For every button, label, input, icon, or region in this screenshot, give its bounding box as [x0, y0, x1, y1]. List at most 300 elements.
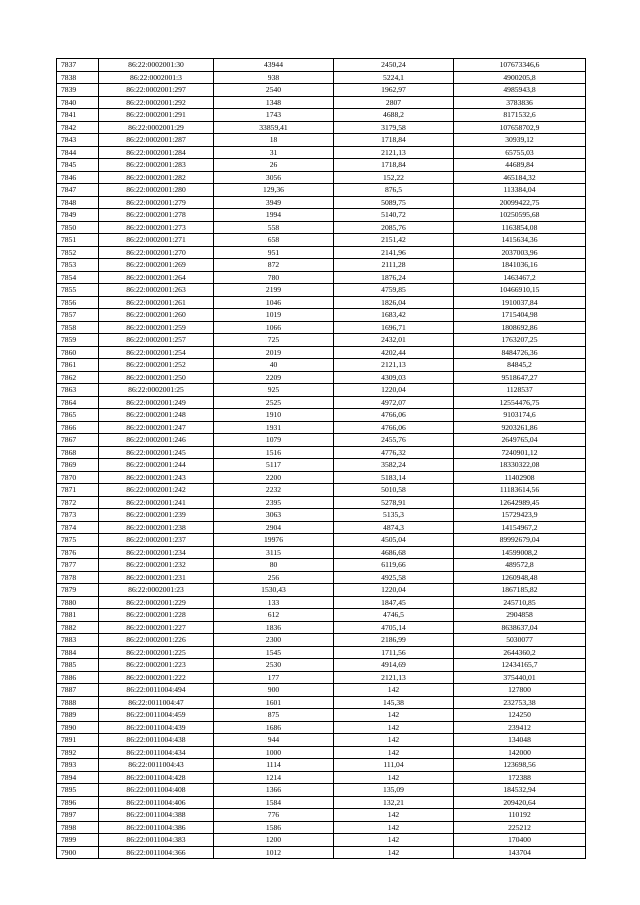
row-number-cell: 7837	[57, 59, 99, 72]
cadastral-number-cell: 86:22:0002001:231	[99, 571, 214, 584]
row-number-cell: 7866	[57, 421, 99, 434]
cadastral-number-cell: 86:22:0002001:228	[99, 609, 214, 622]
row-number-cell: 7843	[57, 134, 99, 147]
area-cell: 177	[214, 671, 334, 684]
table-row	[57, 421, 586, 434]
cadastral-value-cell: 107673346,6	[454, 59, 586, 72]
table-row	[57, 671, 586, 684]
area-cell: 612	[214, 609, 334, 622]
specific-value-cell: 1696,71	[334, 321, 454, 334]
cadastral-number-cell: 86:22:0002001:264	[99, 271, 214, 284]
area-cell: 43944	[214, 59, 334, 72]
row-number-cell: 7893	[57, 759, 99, 772]
specific-value-cell: 4688,2	[334, 109, 454, 122]
cadastral-number-cell: 86:22:0002001:241	[99, 496, 214, 509]
specific-value-cell: 5224,1	[334, 71, 454, 84]
specific-value-cell: 876,5	[334, 184, 454, 197]
cadastral-value-cell: 107658702,9	[454, 121, 586, 134]
row-number-cell: 7873	[57, 509, 99, 522]
table-row	[57, 59, 586, 72]
cadastral-number-cell: 86:22:0002001:270	[99, 246, 214, 259]
specific-value-cell: 2085,76	[334, 221, 454, 234]
cadastral-number-cell: 86:22:0002001:261	[99, 296, 214, 309]
cadastral-number-cell: 86:22:0002001:238	[99, 521, 214, 534]
area-cell: 1366	[214, 784, 334, 797]
cadastral-number-cell: 86:22:0011004:428	[99, 771, 214, 784]
cadastral-value-cell: 9103174,6	[454, 409, 586, 422]
table-row	[57, 746, 586, 759]
specific-value-cell: 111,04	[334, 759, 454, 772]
specific-value-cell: 135,09	[334, 784, 454, 797]
area-cell: 5117	[214, 459, 334, 472]
row-number-cell: 7863	[57, 384, 99, 397]
specific-value-cell: 142	[334, 746, 454, 759]
area-cell: 33859,41	[214, 121, 334, 134]
cadastral-number-cell: 86:22:0011004:406	[99, 796, 214, 809]
specific-value-cell: 6119,66	[334, 559, 454, 572]
cadastral-value-cell: 12554476,75	[454, 396, 586, 409]
table-row	[57, 684, 586, 697]
cadastral-number-cell: 86:22:0011004:459	[99, 709, 214, 722]
table-row	[57, 409, 586, 422]
cadastral-number-cell: 86:22:0002001:249	[99, 396, 214, 409]
area-cell: 26	[214, 159, 334, 172]
specific-value-cell: 5135,3	[334, 509, 454, 522]
specific-value-cell: 4746,5	[334, 609, 454, 622]
specific-value-cell: 4874,3	[334, 521, 454, 534]
row-number-cell: 7877	[57, 559, 99, 572]
row-number-cell: 7853	[57, 259, 99, 272]
specific-value-cell: 1220,04	[334, 384, 454, 397]
row-number-cell: 7845	[57, 159, 99, 172]
table-row	[57, 646, 586, 659]
specific-value-cell: 2455,76	[334, 434, 454, 447]
cadastral-number-cell: 86:22:0002001:287	[99, 134, 214, 147]
specific-value-cell: 4705,14	[334, 621, 454, 634]
area-cell: 2395	[214, 496, 334, 509]
table-row	[57, 96, 586, 109]
table-row	[57, 446, 586, 459]
area-cell: 951	[214, 246, 334, 259]
cadastral-value-cell: 1463467,2	[454, 271, 586, 284]
area-cell: 3949	[214, 196, 334, 209]
row-number-cell: 7897	[57, 809, 99, 822]
cadastral-value-cell: 1715404,98	[454, 309, 586, 322]
cadastral-value-cell: 1415634,36	[454, 234, 586, 247]
row-number-cell: 7868	[57, 446, 99, 459]
table-row	[57, 346, 586, 359]
area-cell: 1743	[214, 109, 334, 122]
cadastral-number-cell: 86:22:0002001:260	[99, 309, 214, 322]
specific-value-cell: 5278,91	[334, 496, 454, 509]
row-number-cell: 7838	[57, 71, 99, 84]
cadastral-value-cell: 489572,8	[454, 559, 586, 572]
area-cell: 1910	[214, 409, 334, 422]
row-number-cell: 7883	[57, 634, 99, 647]
row-number-cell: 7879	[57, 584, 99, 597]
row-number-cell: 7889	[57, 709, 99, 722]
row-number-cell: 7884	[57, 646, 99, 659]
table-row	[57, 496, 586, 509]
table-row	[57, 771, 586, 784]
cadastral-number-cell: 86:22:0002001:252	[99, 359, 214, 372]
area-cell: 256	[214, 571, 334, 584]
specific-value-cell: 4776,32	[334, 446, 454, 459]
table-row	[57, 246, 586, 259]
row-number-cell: 7862	[57, 371, 99, 384]
area-cell: 129,36	[214, 184, 334, 197]
area-cell: 1000	[214, 746, 334, 759]
cadastral-number-cell: 86:22:0011004:47	[99, 696, 214, 709]
row-number-cell: 7854	[57, 271, 99, 284]
specific-value-cell: 142	[334, 734, 454, 747]
specific-value-cell: 152,22	[334, 171, 454, 184]
area-cell: 19976	[214, 534, 334, 547]
specific-value-cell: 4766,06	[334, 409, 454, 422]
row-number-cell: 7888	[57, 696, 99, 709]
area-cell: 80	[214, 559, 334, 572]
cadastral-number-cell: 86:22:0002001:297	[99, 84, 214, 97]
cadastral-number-cell: 86:22:0002001:23	[99, 584, 214, 597]
cadastral-value-cell: 84845,2	[454, 359, 586, 372]
table-row	[57, 71, 586, 84]
cadastral-number-cell: 86:22:0002001:247	[99, 421, 214, 434]
area-cell: 1584	[214, 796, 334, 809]
cadastral-number-cell: 86:22:0002001:248	[99, 409, 214, 422]
cadastral-number-cell: 86:22:0002001:263	[99, 284, 214, 297]
row-number-cell: 7870	[57, 471, 99, 484]
table-row	[57, 84, 586, 97]
cadastral-value-cell: 3783836	[454, 96, 586, 109]
specific-value-cell: 4759,85	[334, 284, 454, 297]
cadastral-number-cell: 86:22:0011004:434	[99, 746, 214, 759]
specific-value-cell: 1962,97	[334, 84, 454, 97]
area-cell: 2199	[214, 284, 334, 297]
cadastral-value-cell: 8171532,6	[454, 109, 586, 122]
area-cell: 31	[214, 146, 334, 159]
area-cell: 1066	[214, 321, 334, 334]
table-row	[57, 271, 586, 284]
specific-value-cell: 5089,75	[334, 196, 454, 209]
table-row	[57, 296, 586, 309]
cadastral-number-cell: 86:22:0002001:282	[99, 171, 214, 184]
cadastral-value-cell: 134048	[454, 734, 586, 747]
table-row	[57, 659, 586, 672]
specific-value-cell: 4202,44	[334, 346, 454, 359]
specific-value-cell: 2121,13	[334, 146, 454, 159]
cadastral-value-cell: 1163854,08	[454, 221, 586, 234]
specific-value-cell: 1718,84	[334, 134, 454, 147]
cadastral-number-cell: 86:22:0002001:232	[99, 559, 214, 572]
cadastral-value-cell: 8484726,36	[454, 346, 586, 359]
specific-value-cell: 2151,42	[334, 234, 454, 247]
row-number-cell: 7844	[57, 146, 99, 159]
area-cell: 1012	[214, 846, 334, 859]
specific-value-cell: 1847,45	[334, 596, 454, 609]
cadastral-value-cell: 8638637,04	[454, 621, 586, 634]
table-row	[57, 109, 586, 122]
row-number-cell: 7849	[57, 209, 99, 222]
row-number-cell: 7860	[57, 346, 99, 359]
specific-value-cell: 3179,58	[334, 121, 454, 134]
table-row	[57, 484, 586, 497]
row-number-cell: 7892	[57, 746, 99, 759]
area-cell: 133	[214, 596, 334, 609]
specific-value-cell: 142	[334, 809, 454, 822]
cadastral-number-cell: 86:22:0002001:244	[99, 459, 214, 472]
area-cell: 1200	[214, 834, 334, 847]
cadastral-value-cell: 20099422,75	[454, 196, 586, 209]
area-cell: 944	[214, 734, 334, 747]
table-row	[57, 171, 586, 184]
specific-value-cell: 1826,04	[334, 296, 454, 309]
specific-value-cell: 4309,03	[334, 371, 454, 384]
row-number-cell: 7899	[57, 834, 99, 847]
table-row	[57, 821, 586, 834]
row-number-cell: 7842	[57, 121, 99, 134]
area-cell: 1079	[214, 434, 334, 447]
row-number-cell: 7840	[57, 96, 99, 109]
cadastral-value-cell: 124250	[454, 709, 586, 722]
specific-value-cell: 142	[334, 771, 454, 784]
table-row	[57, 196, 586, 209]
cadastral-value-cell: 14599008,2	[454, 546, 586, 559]
cadastral-value-cell: 110192	[454, 809, 586, 822]
cadastral-value-cell: 245710,85	[454, 596, 586, 609]
row-number-cell: 7876	[57, 546, 99, 559]
cadastral-number-cell: 86:22:0011004:438	[99, 734, 214, 747]
cadastral-value-cell: 11402908	[454, 471, 586, 484]
cadastral-value-cell: 10250595,68	[454, 209, 586, 222]
table-row	[57, 309, 586, 322]
table-row	[57, 634, 586, 647]
specific-value-cell: 4925,58	[334, 571, 454, 584]
specific-value-cell: 142	[334, 709, 454, 722]
area-cell: 1931	[214, 421, 334, 434]
row-number-cell: 7859	[57, 334, 99, 347]
area-cell: 2904	[214, 521, 334, 534]
cadastral-value-cell: 465184,32	[454, 171, 586, 184]
row-number-cell: 7850	[57, 221, 99, 234]
cadastral-value-cell: 44689,84	[454, 159, 586, 172]
cadastral-value-cell: 18330322,08	[454, 459, 586, 472]
row-number-cell: 7867	[57, 434, 99, 447]
cadastral-value-cell: 65755,03	[454, 146, 586, 159]
cadastral-number-cell: 86:22:0002001:257	[99, 334, 214, 347]
table-row	[57, 784, 586, 797]
specific-value-cell: 1220,04	[334, 584, 454, 597]
area-cell: 3063	[214, 509, 334, 522]
specific-value-cell: 132,21	[334, 796, 454, 809]
specific-value-cell: 4766,06	[334, 421, 454, 434]
table-row	[57, 334, 586, 347]
table-row	[57, 796, 586, 809]
cadastral-value-cell: 184532,94	[454, 784, 586, 797]
cadastral-value-cell: 1128537	[454, 384, 586, 397]
cadastral-value-cell: 172388	[454, 771, 586, 784]
specific-value-cell: 142	[334, 846, 454, 859]
area-cell: 900	[214, 684, 334, 697]
cadastral-number-cell: 86:22:0002001:234	[99, 546, 214, 559]
row-number-cell: 7855	[57, 284, 99, 297]
cadastral-number-cell: 86:22:0002001:237	[99, 534, 214, 547]
cadastral-number-cell: 86:22:0002001:269	[99, 259, 214, 272]
row-number-cell: 7878	[57, 571, 99, 584]
table-row	[57, 384, 586, 397]
area-cell: 725	[214, 334, 334, 347]
cadastral-number-cell: 86:22:0002001:227	[99, 621, 214, 634]
row-number-cell: 7886	[57, 671, 99, 684]
cadastral-value-cell: 232753,38	[454, 696, 586, 709]
table-row	[57, 621, 586, 634]
table-row	[57, 734, 586, 747]
cadastral-value-table	[56, 58, 586, 859]
cadastral-value-cell: 1867185,82	[454, 584, 586, 597]
cadastral-value-cell: 10466910,15	[454, 284, 586, 297]
specific-value-cell: 1876,24	[334, 271, 454, 284]
cadastral-value-cell: 225212	[454, 821, 586, 834]
area-cell: 2200	[214, 471, 334, 484]
table-row	[57, 509, 586, 522]
table-body	[57, 59, 586, 859]
area-cell: 925	[214, 384, 334, 397]
row-number-cell: 7851	[57, 234, 99, 247]
table-row	[57, 846, 586, 859]
row-number-cell: 7882	[57, 621, 99, 634]
specific-value-cell: 2121,13	[334, 671, 454, 684]
cadastral-number-cell: 86:22:0002001:271	[99, 234, 214, 247]
cadastral-number-cell: 86:22:0011004:388	[99, 809, 214, 822]
area-cell: 1836	[214, 621, 334, 634]
row-number-cell: 7864	[57, 396, 99, 409]
specific-value-cell: 4505,04	[334, 534, 454, 547]
cadastral-number-cell: 86:22:0002001:229	[99, 596, 214, 609]
cadastral-value-cell: 12642989,45	[454, 496, 586, 509]
cadastral-number-cell: 86:22:0002001:226	[99, 634, 214, 647]
table-row	[57, 134, 586, 147]
cadastral-value-cell: 4985943,8	[454, 84, 586, 97]
table-row	[57, 146, 586, 159]
cadastral-number-cell: 86:22:0002001:280	[99, 184, 214, 197]
row-number-cell: 7887	[57, 684, 99, 697]
cadastral-number-cell: 86:22:0002001:3	[99, 71, 214, 84]
cadastral-number-cell: 86:22:0002001:254	[99, 346, 214, 359]
cadastral-value-cell: 1841036,16	[454, 259, 586, 272]
cadastral-number-cell: 86:22:0002001:223	[99, 659, 214, 672]
area-cell: 2530	[214, 659, 334, 672]
specific-value-cell: 5010,58	[334, 484, 454, 497]
cadastral-number-cell: 86:22:0002001:250	[99, 371, 214, 384]
specific-value-cell: 4686,68	[334, 546, 454, 559]
row-number-cell: 7880	[57, 596, 99, 609]
specific-value-cell: 1711,56	[334, 646, 454, 659]
row-number-cell: 7846	[57, 171, 99, 184]
cadastral-number-cell: 86:22:0002001:222	[99, 671, 214, 684]
table-row	[57, 159, 586, 172]
cadastral-value-cell: 30939,12	[454, 134, 586, 147]
specific-value-cell: 142	[334, 821, 454, 834]
table-row	[57, 521, 586, 534]
area-cell: 2232	[214, 484, 334, 497]
cadastral-value-cell: 1910037,84	[454, 296, 586, 309]
cadastral-value-cell: 170400	[454, 834, 586, 847]
cadastral-value-cell: 239412	[454, 721, 586, 734]
table-row	[57, 221, 586, 234]
row-number-cell: 7896	[57, 796, 99, 809]
cadastral-number-cell: 86:22:0011004:383	[99, 834, 214, 847]
table-row	[57, 121, 586, 134]
area-cell: 1586	[214, 821, 334, 834]
cadastral-value-cell: 1763207,25	[454, 334, 586, 347]
table-row	[57, 359, 586, 372]
cadastral-number-cell: 86:22:0002001:278	[99, 209, 214, 222]
row-number-cell: 7858	[57, 321, 99, 334]
cadastral-number-cell: 86:22:0002001:279	[99, 196, 214, 209]
table-row	[57, 696, 586, 709]
table-row	[57, 571, 586, 584]
cadastral-value-cell: 209420,64	[454, 796, 586, 809]
cadastral-number-cell: 86:22:0002001:245	[99, 446, 214, 459]
row-number-cell: 7865	[57, 409, 99, 422]
cadastral-value-cell: 7240901,12	[454, 446, 586, 459]
table-row	[57, 184, 586, 197]
area-cell: 3115	[214, 546, 334, 559]
row-number-cell: 7891	[57, 734, 99, 747]
cadastral-value-cell: 2649765,04	[454, 434, 586, 447]
cadastral-number-cell: 86:22:0002001:225	[99, 646, 214, 659]
row-number-cell: 7875	[57, 534, 99, 547]
specific-value-cell: 5140,72	[334, 209, 454, 222]
area-cell: 776	[214, 809, 334, 822]
area-cell: 1348	[214, 96, 334, 109]
cadastral-value-cell: 15729423,9	[454, 509, 586, 522]
table-row	[57, 534, 586, 547]
area-cell: 938	[214, 71, 334, 84]
table-row	[57, 709, 586, 722]
row-number-cell: 7848	[57, 196, 99, 209]
cadastral-number-cell: 86:22:0002001:29	[99, 121, 214, 134]
table-row	[57, 259, 586, 272]
row-number-cell: 7857	[57, 309, 99, 322]
area-cell: 1114	[214, 759, 334, 772]
specific-value-cell: 4972,07	[334, 396, 454, 409]
cadastral-value-cell: 14154967,2	[454, 521, 586, 534]
specific-value-cell: 2111,28	[334, 259, 454, 272]
table-row	[57, 284, 586, 297]
area-cell: 875	[214, 709, 334, 722]
area-cell: 1686	[214, 721, 334, 734]
table-row	[57, 834, 586, 847]
table-row	[57, 209, 586, 222]
table-row	[57, 371, 586, 384]
specific-value-cell: 2450,24	[334, 59, 454, 72]
cadastral-number-cell: 86:22:0011004:494	[99, 684, 214, 697]
table-row	[57, 434, 586, 447]
table-row	[57, 546, 586, 559]
area-cell: 1046	[214, 296, 334, 309]
cadastral-value-cell: 12434165,7	[454, 659, 586, 672]
cadastral-number-cell: 86:22:0002001:284	[99, 146, 214, 159]
table-row	[57, 459, 586, 472]
row-number-cell: 7841	[57, 109, 99, 122]
row-number-cell: 7874	[57, 521, 99, 534]
cadastral-value-cell: 2904858	[454, 609, 586, 622]
specific-value-cell: 142	[334, 721, 454, 734]
area-cell: 2540	[214, 84, 334, 97]
row-number-cell: 7861	[57, 359, 99, 372]
area-cell: 1214	[214, 771, 334, 784]
row-number-cell: 7881	[57, 609, 99, 622]
